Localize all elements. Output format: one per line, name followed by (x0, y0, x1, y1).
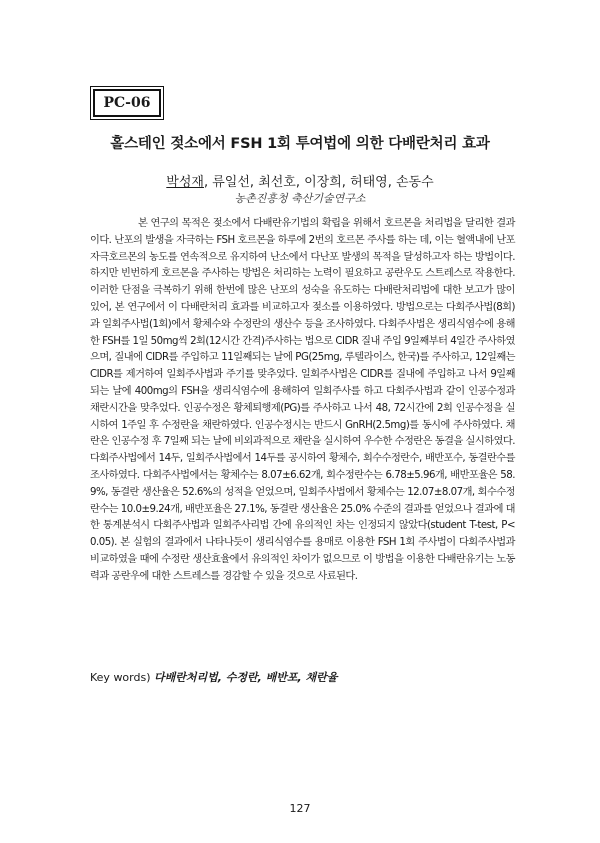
presenting-author: 박성재 (166, 175, 204, 190)
affiliation: 농촌진흥청 축산기술연구소 (234, 192, 366, 205)
co-authors: , 류일선, 최선호, 이장희, 허태영, 손동수 (203, 175, 434, 190)
session-label: PC-06 (93, 89, 161, 117)
keywords-values: 다배란처리법, 수정란, 배반포, 채란율 (154, 671, 338, 684)
keywords-label: Key words) (90, 671, 151, 684)
author-list (60, 171, 540, 190)
paper-title: 홀스테인 젖소에서 FSH 1회 투여법에 의한 다배란처리 효과 (110, 136, 490, 152)
keywords-line (90, 669, 515, 685)
abstract-body: 본 연구의 목적은 젖소에서 다배란유기법의 확립을 위해서 호르몬을 처리법을 달리한 결과이다. 난포의 발생을 자극하는 FSH 호르몬을 하루에 2번의 호르몬 주사를 하는 데, 이는 혈액내에 난포자극호르몬의 농도를 연속적으로 유지하여 난소에서 다난포 발생의 목적을 달성하고자 하는 방법이다. 하지만 빈번하게 호르몬을 주사하는 방법은 처리하는 노력이 필요하고 공란우도 스트레스로 작용한다. 이러한 단점을 극복하기 위해 한번에 많은 난포의 성숙을 유도하는 다배란처리법에 대한 보고가 많이 있어, 본 연구에서 이 다배란처리 효과를 비교하고자 젖소를 이용하였다. 방법으로는 다회주사법(8회)과 일회주사법(1회)에서 황체수와 수정란의 생산수 등을 조사하였다. 다회주사법은 생리식염수에 용해한 FSH를 1일 50mg씩 2회(12시간 간격)주사하는 법으로 CIDR 질내 주입 9일째부터 4일간 주사하였으며, 질내에 CIDR를 주입하고 11일째되는 날에 PG(25mg, 루텔라이스, 한국)를 주사하고, 12일째는 CIDR를 제거하여 일회주사법과 주기를 맞추었다. 일회주사법은 CIDR를 질내에 주입하고 나서 9일째 되는 날에 400mg의 FSH을 생리식염수에 용해하여 일회주사를 하고 다회주사법과 같이 인공수정과 채란시간을 맞추었다. 인공수정은 황체퇴행제(PG)를 주사하고 나서 48, 72시간에 2회 인공수정을 실시하여 1주일 후 수정란을 채란하였다. 인공수정시는 반드시 GnRH(2.5mg)를 동시에 주사하였다. 채란은 인공수정 후 7일째 되는 날에 비외과적으로 채란을 실시하여 우수한 수정란은 동결을 실시하였다. 다회주사법에서 14두, 일회주사법에서 14두를 공시하여 황체수, 회수수정란수, 배반포수, 동결란수를 조사하였다. 다회주사법에서는 황체수는 8.07±6.62개, 회수정란수는 6.78±5.96개, 배반포율은 58.9%, 동결란 생산율은 52.6%의 성적을 얻었으며, 일회주사법에서 황체수는 12.07±8.07개, 회수수정란수는 10.0±9.24개, 배반포율은 27.1%, 동결란 생산율은 25.0% 수준의 결과를 얻었으나 결과에 대한 통계분석시 다회주사법과 일회주사리법 간에 유의적인 차는 인정되지 않았다(student T-test, P<0.05). 본 실험의 결과에서 나타나듯이 생리식염수를 용매로 이용한 FSH 1회 주사법이 다회주사법과 비교하였을 때에 수정란 생산효율에서 유의적인 차이가 없으므로 이 방법을 이용한 다배란유기는 노동력과 공란우에 대한 스트레스를 경감할 수 있을 것으로 사료된다. (90, 218, 515, 582)
page-number: 127 (289, 802, 311, 815)
